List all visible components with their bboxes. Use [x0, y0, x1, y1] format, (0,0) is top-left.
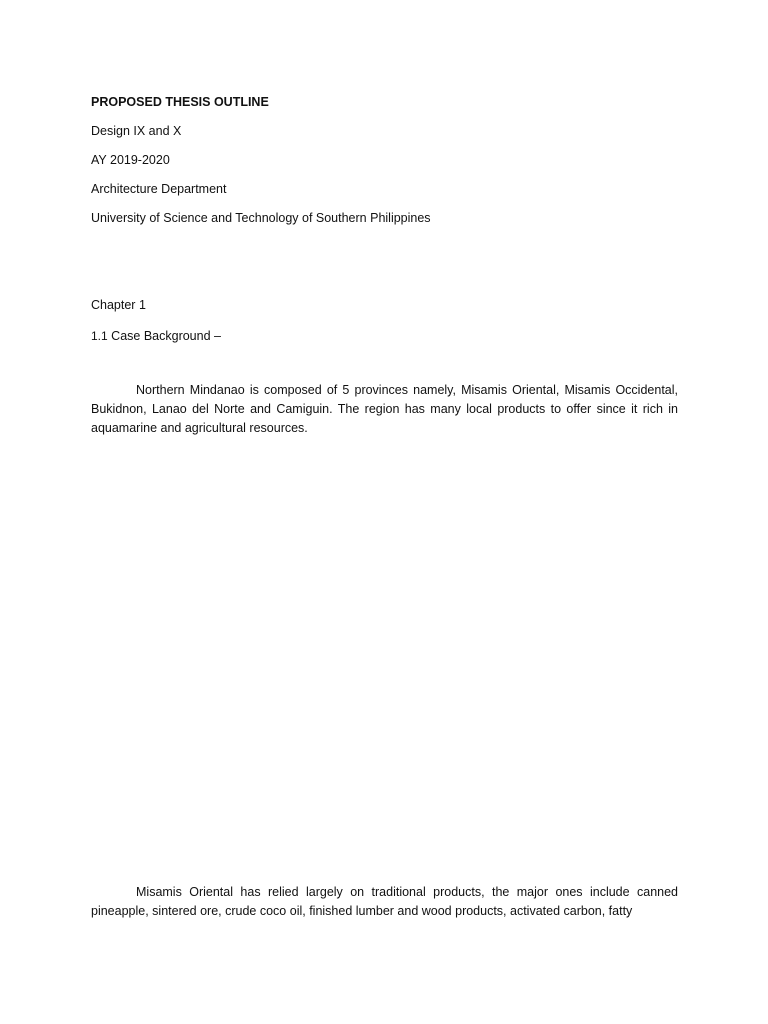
course-name: Design IX and X: [91, 124, 182, 138]
university-name: University of Science and Technology of Southern Philippines: [91, 211, 431, 225]
chapter-heading: Chapter 1: [91, 298, 146, 312]
department-name: Architecture Department: [91, 182, 227, 196]
academic-year: AY 2019-2020: [91, 153, 170, 167]
document-title: PROPOSED THESIS OUTLINE: [91, 95, 269, 109]
body-paragraph: Northern Mindanao is composed of 5 provinces namely, Misamis Oriental, Misamis Occidental, Bukidnon, Lanao del Norte and Camiguin. The region has many local products to offer since it rich in aquamarine and agricultural resources.: [91, 383, 678, 435]
section-number: 1.1: [91, 329, 108, 343]
section-heading: [91, 328, 221, 344]
section-title: Case Background –: [111, 329, 221, 343]
body-paragraph: Misamis Oriental has relied largely on traditional products, the major ones include canned pineapple, sintered ore, crude coco oil, finished lumber and wood products, activated carbon, fatty: [91, 885, 678, 918]
